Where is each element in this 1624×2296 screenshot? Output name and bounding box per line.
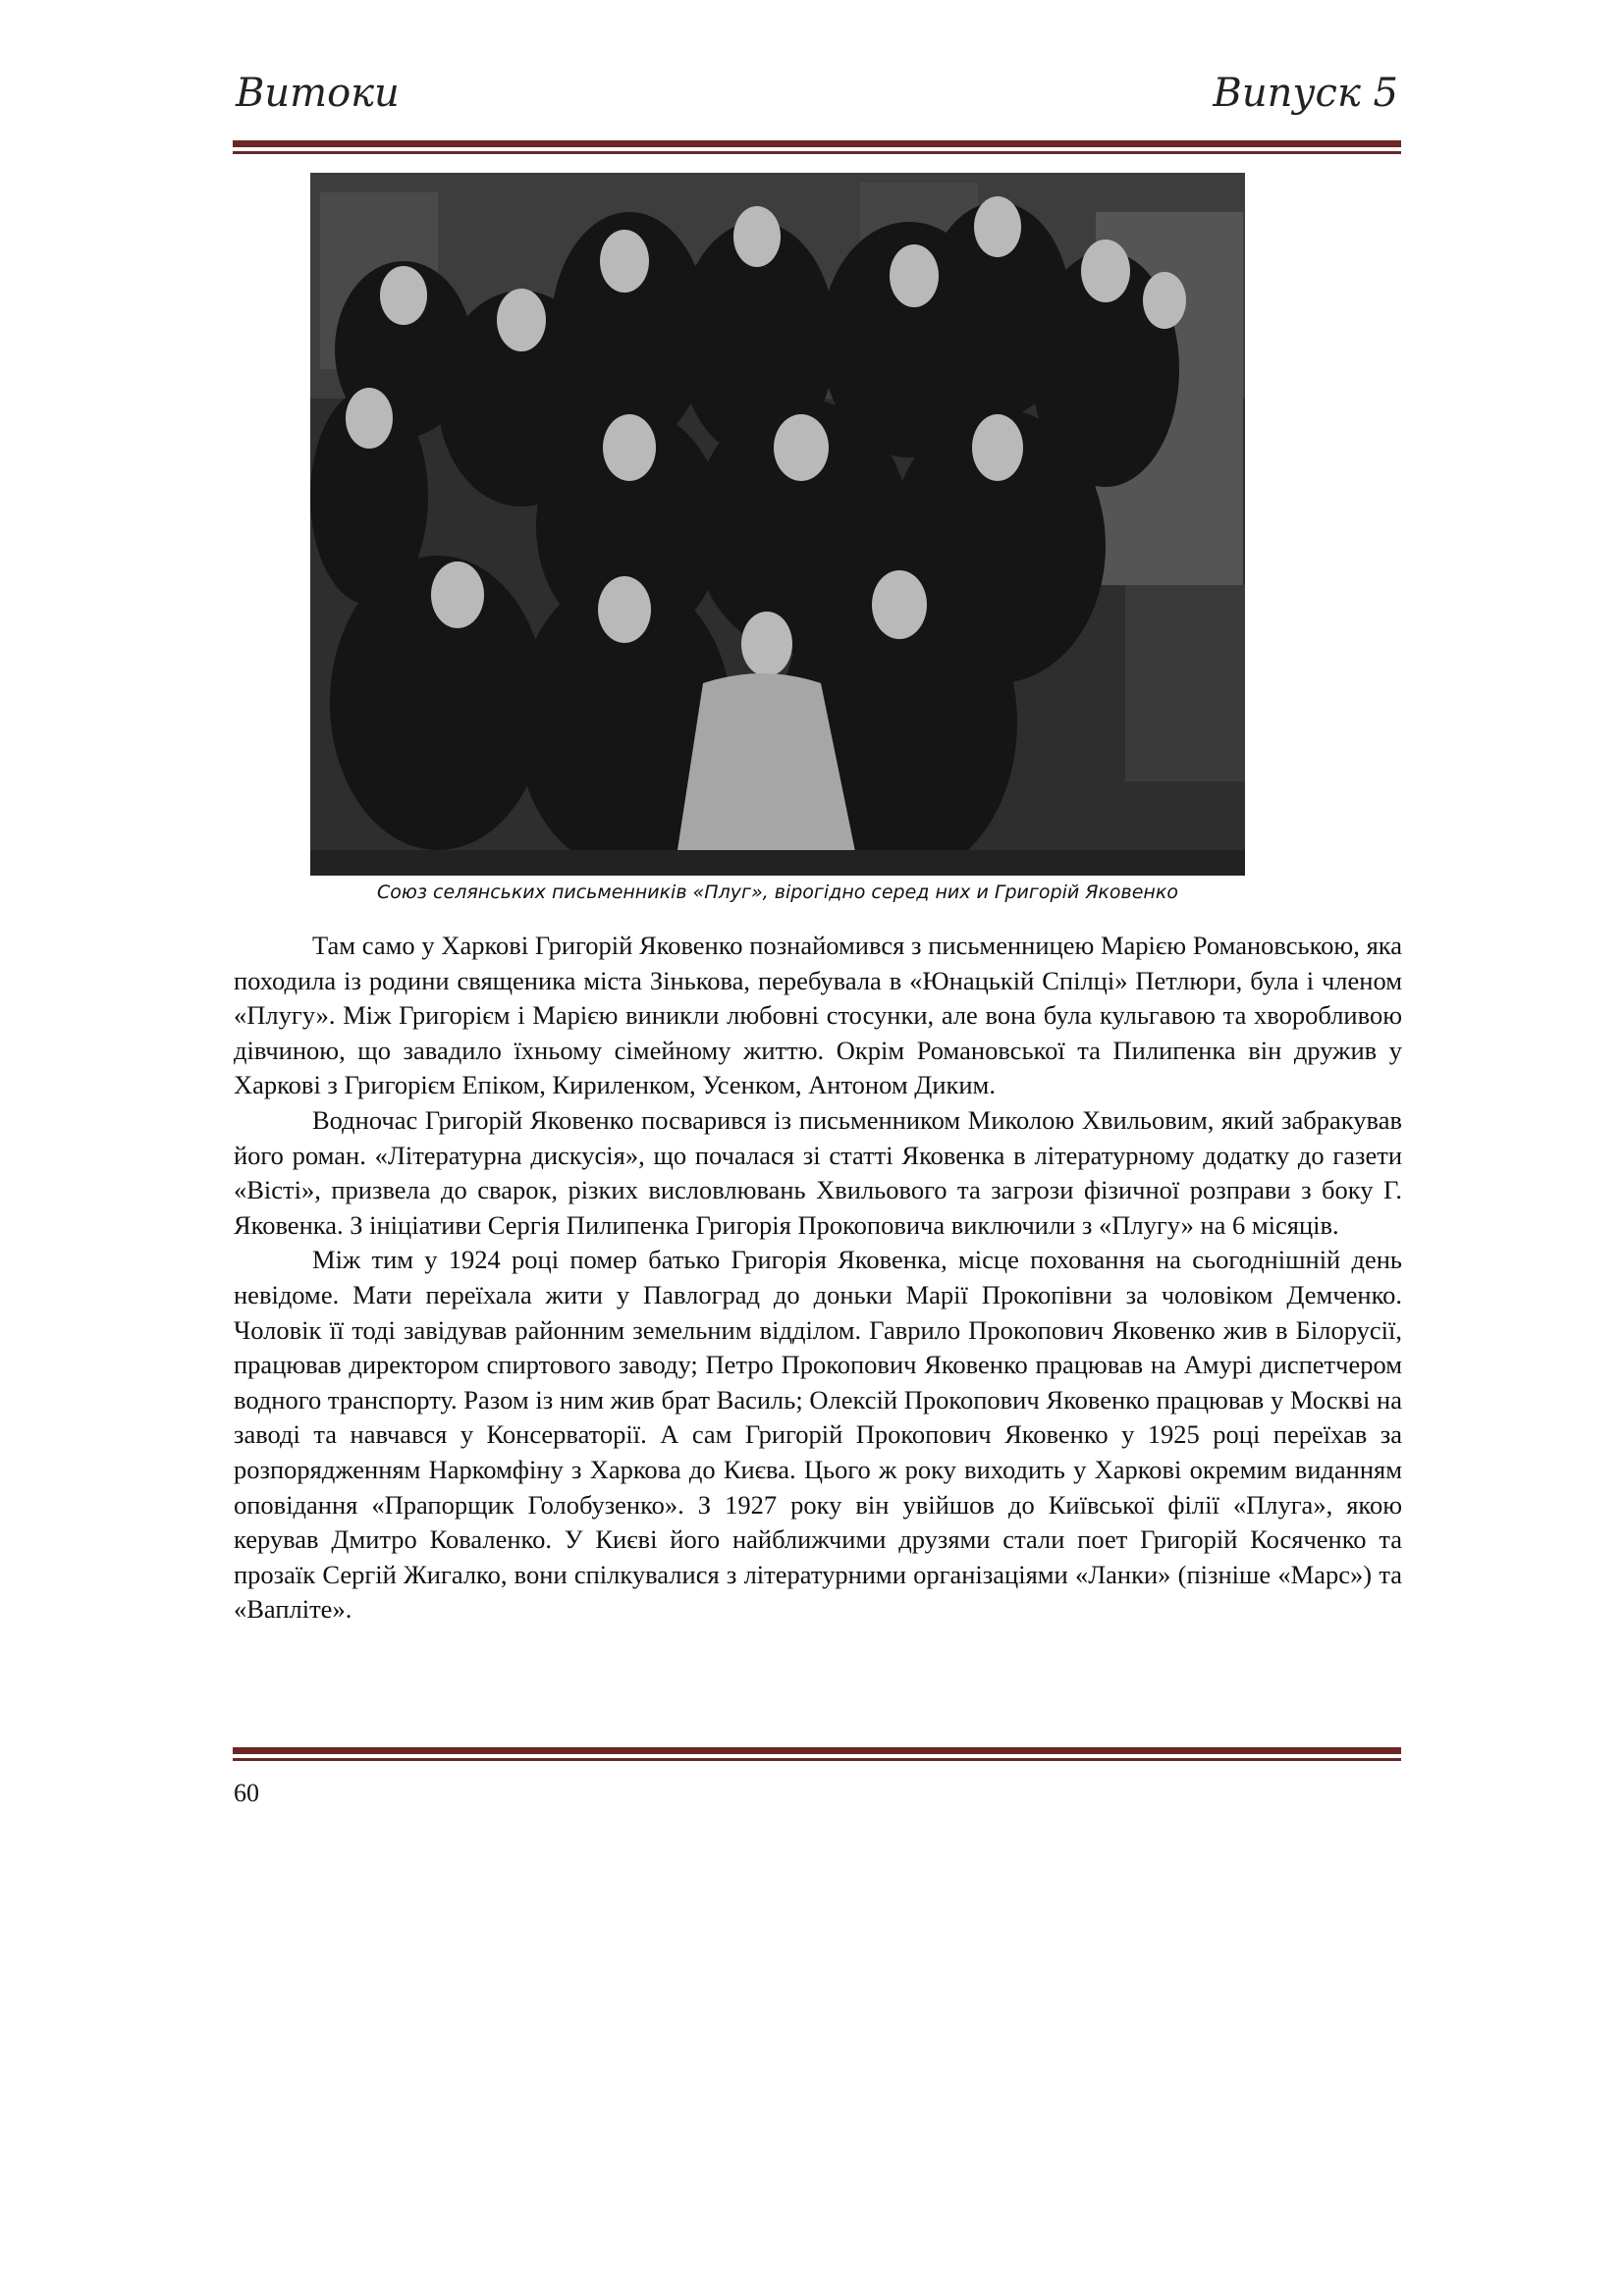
journal-title: Витоки — [236, 71, 400, 116]
page-number: 60 — [234, 1779, 259, 1807]
header-rule — [233, 140, 1401, 147]
footer-rule — [233, 1747, 1401, 1754]
article-body — [234, 929, 1402, 1628]
paragraph: Там само у Харкові Григорій Яковенко познайомився з письменницею Марією Романовською, яка походила із родини священика міста Зінькова, перебувала в «Юнацькій Спілці» Петлюри, була і членом «Плугу». Між Григорієм і Марією виникли любовні стосунки, але вона була кульгавою та хворобливою дівчиною, що завадило їхньому сімейному життю. Окрім Романовської та Пилипенка він дружив у Харкові з Григорієм Епіком, Кириленком, Усенком, Антоном Диким. — [234, 931, 1402, 1100]
paragraph: Між тим у 1924 році помер батько Григорія Яковенка, місце поховання на сьогоднішній день невідоме. Мати переїхала жити у Павлоград до доньки Марії Прокопівни за чоловіком Демченко. Чоловік її тоді завідував районним земельним відділом. Гаврило Прокопович Яковенко жив в Білорусії, працював директором спиртового заводу; Петро Прокопович Яковенко працював на Амурі диспетчером водного транспорту. Разом із ним жив брат Василь; Олексій Прокопович Яковенко працював у Москві на заводі та навчався у Консерваторії. А сам Григорій Прокопович Яковенко у 1925 році переїхав за розпорядженням Наркомфіну з Харкова до Києва. Цього ж року виходить у Харкові окремим виданням оповідання «Прапорщик Голобузенко». З 1927 року він увійшов до Київської філії «Плуга», якою керував Дмитро Коваленко. У Києві його найближчими друзями стали поет Григорій Косяченко та прозаїк Сергій Жигалко, вони спілкувалися з літературними організаціями «Ланки» (пізніше «Марс») та «Вапліте». — [234, 1245, 1402, 1625]
header-rule-thin — [233, 151, 1401, 154]
photo-caption: Союз селянських письменників «Плуг», вірогідно серед них и Григорій Яковенко — [377, 881, 1178, 903]
footer-rule-thin — [233, 1758, 1401, 1761]
paragraph: Водночас Григорій Яковенко посварився із письменником Миколою Хвильовим, який забракував його роман. «Літературна дискусія», що почалася зі статті Яковенка в літературному додатку до газети «Вісті», призвела до сварок, різких висловлювань Хвильового та загрози фізичної розправи з боку Г. Яковенка. З ініціативи Сергія Пилипенка Григорія Прокоповича виключили з «Плугу» на 6 місяців. — [234, 1104, 1402, 1240]
issue-label: Випуск 5 — [1213, 71, 1398, 116]
group-photo — [310, 173, 1245, 876]
